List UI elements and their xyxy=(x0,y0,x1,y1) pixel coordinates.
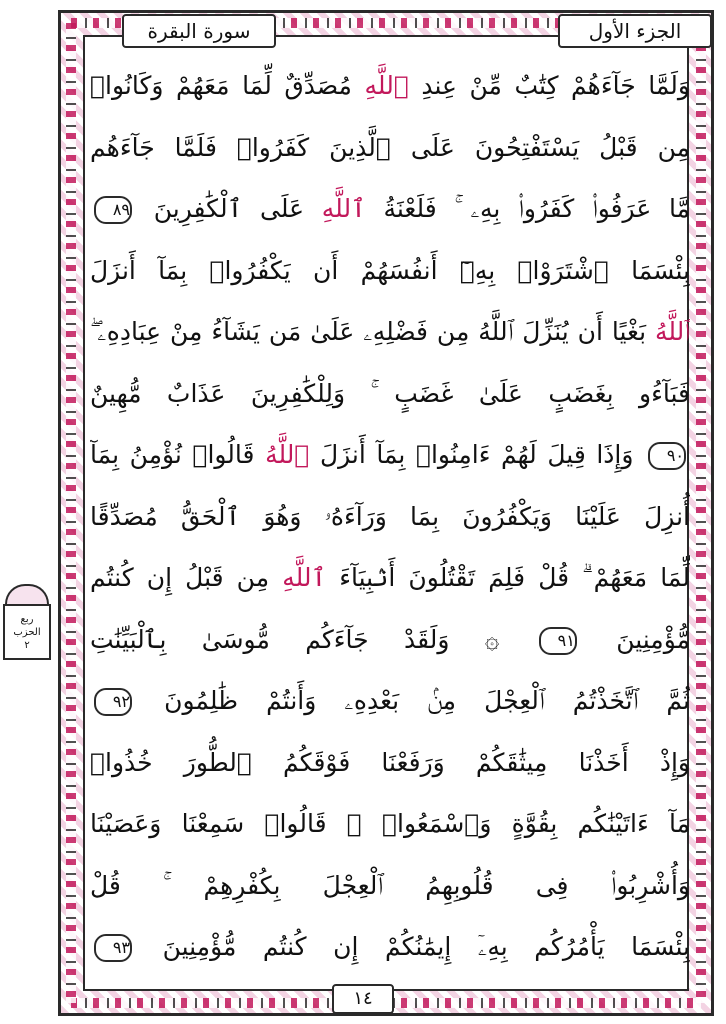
text-line xyxy=(90,301,690,363)
hizb-line-3: ٢ xyxy=(24,639,30,651)
verse-text: مُصَدِّقٌ لِّمَا مَعَهُمْ وَكَانُوا۟ xyxy=(90,71,352,100)
text-line xyxy=(90,793,690,855)
verse-text: بَغْيًا أَن يُنَزِّلَ ٱللَّهُ مِن فَضْلِهِۦ عَلَىٰ مَن يَشَآءُ مِنْ عِبَادِهِۦ ۖ xyxy=(90,317,647,346)
text-line xyxy=(90,55,690,117)
text-line xyxy=(90,240,690,302)
verse-text: مِن قَبْلُ إِن كُنتُم xyxy=(90,563,270,592)
hizb-quarter-marker xyxy=(4,584,50,664)
surah-label: سورة البقرة xyxy=(122,14,276,48)
verse-text: فَبَآءُو بِغَضَبٍ عَلَىٰ غَضَبٍ ۚ وَلِلْكَٰفِرِينَ عَذَابٌ مُّهِينٌ xyxy=(90,378,690,408)
verse-text: وَأُشْرِبُوا۟ فِى قُلُوبِهِمُ ٱلْعِجْلَ بِكُفْرِهِمْ ۚ قُلْ xyxy=(90,870,690,900)
verse-text: ثُمَّ ٱتَّخَذْتُمُ ٱلْعِجْلَ مِنۢ بَعْدِهِۦ وَأَنتُمْ ظَٰلِمُونَ xyxy=(164,686,690,715)
verse-text: مَّا عَرَفُوا۟ كَفَرُوا۟ بِهِۦ ۚ فَلَعْنَةُ xyxy=(383,194,690,223)
ayah-number-marker: ٩٠ xyxy=(648,442,686,470)
hizb-line-2: الحزب xyxy=(13,626,41,638)
divine-name: ٱللَّهِ xyxy=(321,194,366,223)
verse-text: وَإِذَا قِيلَ لَهُمْ ءَامِنُوا۟ بِمَآ أَنزَلَ xyxy=(319,440,634,469)
verse-text: أُنزِلَ عَلَيْنَا وَيَكْفُرُونَ بِمَا وَرَآءَهُۥ وَهُوَ ٱلْحَقُّ مُصَدِّقًا xyxy=(90,501,690,531)
ayah-number-marker: ٨٩ xyxy=(94,196,132,224)
ornament-right xyxy=(696,23,706,1003)
text-line xyxy=(90,609,690,671)
verse-text: وَإِذْ أَخَذْنَا مِيثَٰقَكُمْ وَرَفَعْنَا فَوْقَكُمُ ٱلطُّورَ خُذُوا۟ xyxy=(90,747,690,777)
text-line xyxy=(90,855,690,917)
ayah-number-marker: ٩١ xyxy=(539,627,577,655)
divine-name: ٱللَّهِ xyxy=(282,563,327,592)
hizb-label xyxy=(3,604,51,660)
text-line xyxy=(90,178,690,240)
juz-label: الجزء الأول xyxy=(558,14,712,48)
verse-text: مُّؤْمِنِينَ xyxy=(616,624,690,654)
ayah-number-marker: ٩٢ xyxy=(94,688,132,716)
quran-text xyxy=(90,55,690,960)
verse-text: مَآ ءَاتَيْنَٰكُم بِقُوَّةٍ وَٱسْمَعُوا۟ ۖ قَالُوا۟ سَمِعْنَا وَعَصَيْنَا xyxy=(90,809,690,838)
divine-name: ٱللَّهِ xyxy=(364,71,409,100)
divine-name: ٱللَّهُ xyxy=(654,317,690,346)
verse-text: قَالُوا۟ نُؤْمِنُ بِمَآ xyxy=(90,440,255,469)
verse-text: وَلَمَّا جَآءَهُمْ كِتَٰبٌ مِّنْ عِندِ xyxy=(421,71,690,100)
ayah-number-marker: ٩٣ xyxy=(94,934,132,962)
verse-text: لِّمَا مَعَهُمْ ۗ قُلْ فَلِمَ تَقْتُلُونَ أَنۢبِيَآءَ xyxy=(339,563,690,592)
verse-text: بِئْسَمَا يَأْمُرُكُم بِهِۦٓ إِيمَٰنُكُمْ إِن كُنتُم مُّؤْمِنِينَ xyxy=(162,932,690,961)
hizb-line-1: ربع xyxy=(20,613,34,625)
text-line xyxy=(90,916,690,978)
verse-text: ۞ وَلَقَدْ جَآءَكُم مُّوسَىٰ بِٱلْبَيِّنَٰتِ xyxy=(90,624,500,654)
text-line xyxy=(90,363,690,425)
text-line xyxy=(90,670,690,732)
hizb-dome-icon xyxy=(5,584,49,604)
page-number: ١٤ xyxy=(332,984,394,1014)
divine-name: ٱللَّهُ xyxy=(265,440,310,469)
verse-text: عَلَى ٱلْكَٰفِرِينَ xyxy=(153,194,305,223)
text-line xyxy=(90,732,690,794)
text-line xyxy=(90,424,690,486)
verse-text: بِئْسَمَا ٱشْتَرَوْا۟ بِهِۦٓ أَنفُسَهُمْ أَن يَكْفُرُوا۟ بِمَآ أَنزَلَ xyxy=(90,255,690,285)
ornament-left xyxy=(66,23,76,1003)
verse-text: مِن قَبْلُ يَسْتَفْتِحُونَ عَلَى ٱلَّذِينَ كَفَرُوا۟ فَلَمَّا جَآءَهُم xyxy=(90,132,690,162)
text-line xyxy=(90,547,690,609)
text-line xyxy=(90,117,690,179)
text-line xyxy=(90,486,690,548)
